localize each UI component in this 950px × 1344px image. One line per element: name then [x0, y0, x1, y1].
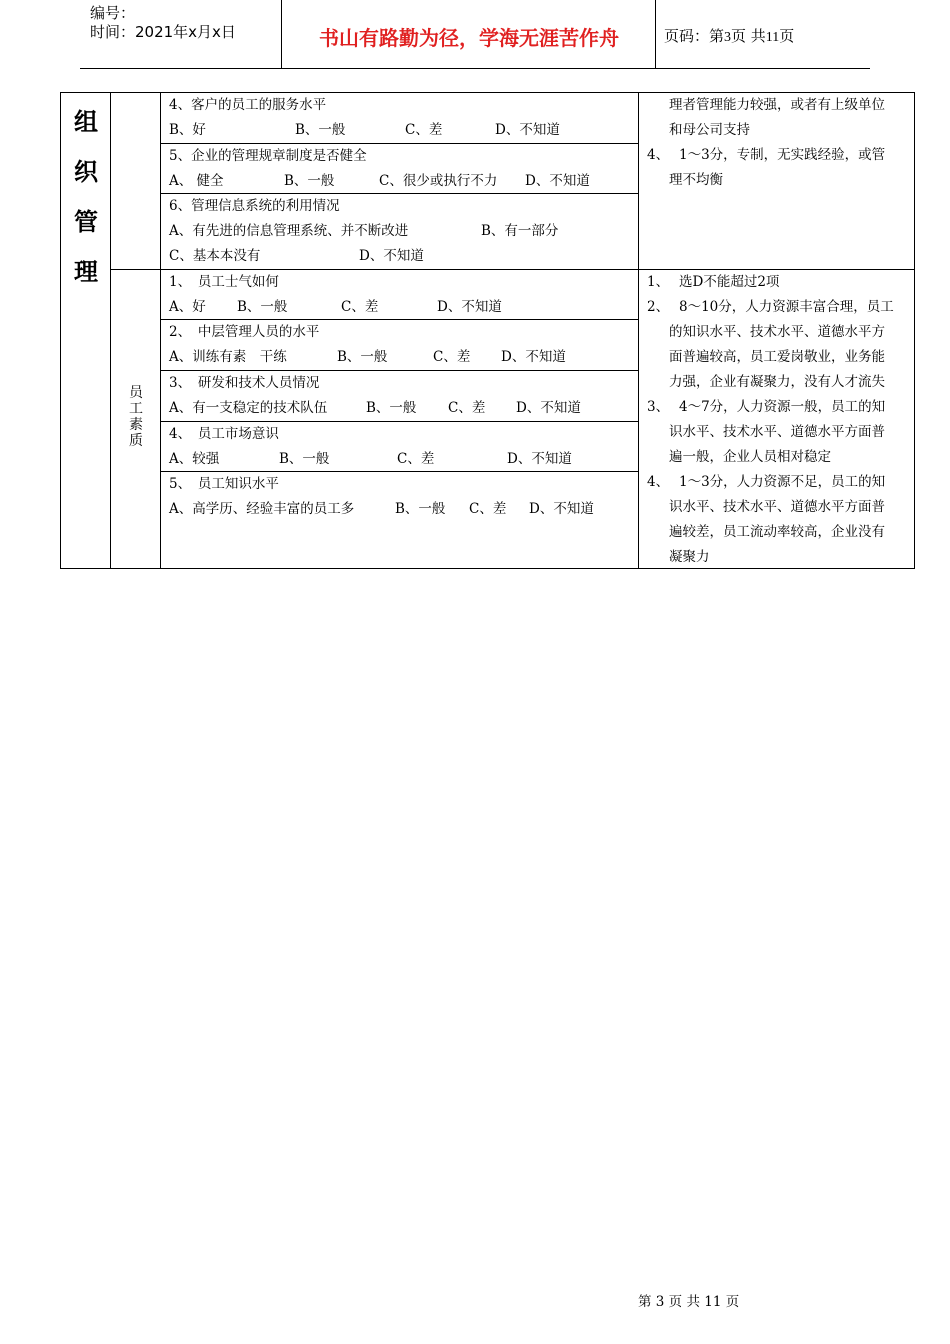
question-options: A、较强 B、一般 C、差 D、不知道 — [169, 451, 572, 467]
notes-line: 理者管理能力较强，或者有上级单位 — [669, 97, 885, 113]
page-mid: 页 共 — [731, 27, 766, 45]
question-block — [169, 194, 637, 269]
subcategory-label: 员 工 素 质 — [129, 385, 143, 449]
question-options: C、基本本没有 D、不知道 — [169, 248, 424, 264]
header-motto: 书山有路勤为径，学海无涯苦作舟 — [319, 26, 619, 50]
notes-line: 和母公司支持 — [669, 122, 750, 138]
notes-item: 4、 1～3分，人力资源不足，员工的知 识水平、技术水平、道德水平方面普 遍较差，员工流动率较高，企业没有 凝聚力 — [647, 474, 886, 565]
header-page-info — [664, 25, 794, 46]
question-block — [169, 320, 637, 370]
header-meta — [90, 4, 236, 42]
time-label: 时间：2021年x月x日 — [90, 23, 236, 41]
question-block — [169, 472, 637, 522]
question-block — [169, 422, 637, 472]
question-block — [169, 93, 637, 143]
question-title: 5、 员工知识水平 — [169, 476, 279, 492]
question-title: 4、客户的员工的服务水平 — [169, 97, 327, 113]
number-label: 编号： — [90, 4, 136, 22]
notes-item: 1、 选D不能超过2项 — [647, 274, 780, 290]
notes-item: 3、 4～7分，人力资源一般，员工的知 识水平、技术水平、道德水平方面普 遍一般，企业人员相对稳定 — [647, 399, 886, 465]
question-title: 3、 研发和技术人员情况 — [169, 375, 320, 391]
question-options: A、高学历、经验丰富的员工多 B、一般 C、差 D、不知道 — [169, 501, 594, 517]
page-total: 11 — [765, 30, 780, 45]
page-suffix: 页 — [779, 27, 795, 45]
question-options: A、好 B、一般 C、差 D、不知道 — [169, 299, 502, 315]
question-title: 1、 员工士气如何 — [169, 274, 279, 290]
question-block — [169, 144, 637, 194]
question-options: A、 健全 B、一般 C、很少或执行不力 D、不知道 — [169, 173, 590, 189]
scoring-notes — [647, 93, 911, 193]
page-header — [80, 0, 870, 69]
header-divider — [655, 0, 656, 68]
page-number: 3 — [724, 30, 732, 45]
category-label: 组 织 管 理 — [74, 108, 98, 286]
question-block — [169, 371, 637, 421]
question-title: 2、 中层管理人员的水平 — [169, 324, 320, 340]
column-divider — [638, 93, 639, 568]
question-title: 5、企业的管理规章制度是否健全 — [169, 148, 367, 164]
assessment-table — [60, 92, 915, 569]
notes-item: 2、 8～10分，人力资源丰富合理，员工 的知识水平、技术水平、道德水平方 面普遍较高，员工爱岗敬业，业务能 力强，企业有凝聚力，没有人才流失 — [647, 299, 894, 390]
scoring-notes — [647, 270, 911, 570]
question-options: A、训练有素 干练 B、一般 C、差 D、不知道 — [169, 349, 566, 365]
page-footer: 第 3 页 共 11 页 — [638, 1294, 740, 1310]
column-divider — [160, 93, 161, 568]
page-prefix: 页码：第 — [664, 27, 725, 45]
question-block — [169, 270, 637, 320]
question-options: A、有一支稳定的技术队伍 B、一般 C、差 D、不知道 — [169, 400, 581, 416]
notes-item: 4、 1～3分，专制，无实践经验，或管 理不均衡 — [647, 147, 886, 188]
question-title: 6、管理信息系统的利用情况 — [169, 198, 340, 214]
question-options: B、好 B、一般 C、差 D、不知道 — [169, 122, 560, 138]
question-options: A、有先进的信息管理系统、并不断改进 B、有一部分 — [169, 223, 559, 239]
question-title: 4、 员工市场意识 — [169, 426, 279, 442]
